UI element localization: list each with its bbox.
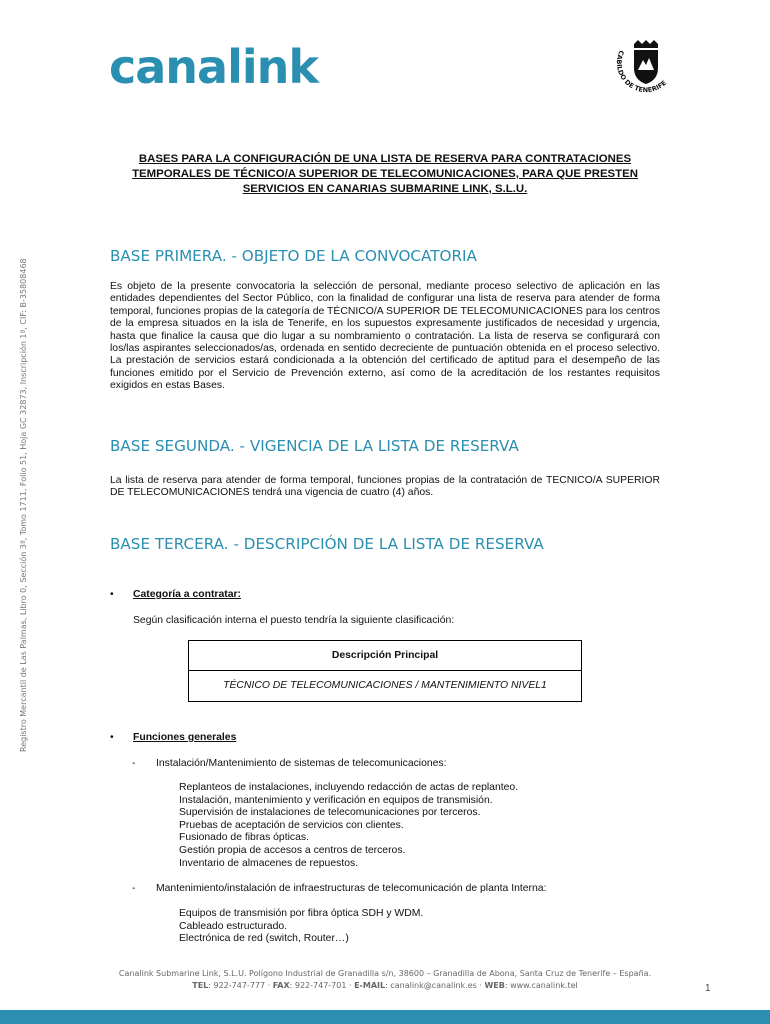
list-item: Inventario de almacenes de repuestos.: [179, 857, 359, 869]
list-item: Fusionado de fibras ópticas.: [179, 832, 309, 844]
list-item: Gestión propia de accesos a centros de terceros.: [179, 844, 406, 856]
classification-text: Según clasificación interna el puesto tendría la siguiente clasificación:: [133, 615, 455, 626]
list-item: Electrónica de red (switch, Router…): [179, 933, 349, 945]
bullet-icon: •: [110, 732, 114, 743]
list-item: Pruebas de aceptación de servicios con clientes.: [179, 819, 404, 831]
footer-web[interactable]: : www.canalink.tel: [504, 981, 578, 990]
footer-tel: : 922-747-777 ·: [208, 981, 273, 990]
emblem-text: CABILDO DE TENERIFE: [614, 49, 669, 95]
category-label: Categoría a contratar:: [133, 589, 241, 600]
footer-email[interactable]: : canalink@canalink.es ·: [385, 981, 485, 990]
footer: [0, 968, 770, 992]
footer-fax-label: FAX: [272, 981, 290, 990]
section-second-heading: BASE SEGUNDA. - VIGENCIA DE LA LISTA DE RESERVA: [110, 437, 519, 455]
footer-address: Canalink Submarine Link, S.L.U. Polígono Industrial de Granadilla s/n, 38600 – Granadilla de Abona, Santa Cruz de Tenerife – España.: [118, 969, 652, 978]
function-list: [179, 908, 423, 946]
list-item: Equipos de transmisión por fibra óptica SDH y WDM.: [179, 908, 424, 919]
footer-web-label: WEB: [484, 981, 505, 990]
footer-fax: : 922-747-701 ·: [289, 981, 355, 990]
list-item: Supervisión de instalaciones de telecomunicaciones por terceros.: [179, 807, 481, 819]
functions-label: Funciones generales: [133, 732, 237, 743]
section-first-text: Es objeto de la presente convocatoria la selección de personal, mediante proceso selectivo de aplicación en las entidades dependientes del Sector Público, con la finalidad de configurar una lista de reserva para atender de forma temporal, funciones propias de la categoría de TÉCNICO/A SUPERIOR DE TELECOMUNICACIONES para los centros de la empresa situados en la isla de Tenerife, en los supuestos expresamente justificados de necesidad y urgencia, hasta que finalice la causa que dio lugar a su nombramiento o contratación. La lista de reserva se configurará con los/las aspirantes seleccionados/as, ordenada en sentido decreciente de puntuación obtenida en el proceso selectivo. La prestación de servicios estará condicionada a la obtención del certificado de aptitud para el desempeño de las funciones emitido por el Servicio de Prevención externo, así como de la acreditación de los restantes requisitos exigidos en estas Bases.: [110, 281, 660, 392]
section-first-heading: BASE PRIMERA. - OBJETO DE LA CONVOCATORIA: [110, 247, 477, 265]
list-item: Replanteos de instalaciones, incluyendo redacción de actas de replanteo.: [179, 782, 519, 793]
classification-table: [188, 640, 582, 702]
document-title: BASES PARA LA CONFIGURACIÓN DE UNA LISTA DE RESERVA PARA CONTRATACIONES TEMPORALES DE TÉCNICO/A SUPERIOR DE TELECOMUNICACIONES, PARA QUE PRESTEN SERVICIOS EN CANARIAS SUBMARINE LINK, S.L.U.: [132, 153, 638, 195]
footer-tel-label: TEL: [192, 981, 209, 990]
group-title: Mantenimiento/instalación de infraestructuras de telecomunicación de planta Interna:: [156, 883, 547, 894]
dash-bullet: -: [132, 758, 136, 769]
table-cell: TÉCNICO DE TELECOMUNICACIONES / MANTENIMIENTO NIVEL1: [223, 680, 547, 691]
list-item: Cableado estructurado.: [179, 920, 288, 932]
sidebar-registry-text: Registro Mercantil de Las Palmas, Libro 0, Sección 3ª, Tomo 1711, Folio 51, Hoja GC 32873, Inscripción 1ª, CIF: B-35808468: [19, 258, 28, 752]
page-number: 1: [705, 983, 711, 994]
footer-email-label: E-MAIL: [354, 981, 386, 990]
list-item: Instalación, mantenimiento y verificación en equipos de transmisión.: [179, 794, 493, 806]
bullet-icon: •: [110, 589, 114, 600]
section-third-heading: BASE TERCERA. - DESCRIPCIÓN DE LA LISTA DE RESERVA: [110, 535, 544, 553]
cabildo-tenerife-emblem-icon: [612, 40, 678, 100]
section-second-text: La lista de reserva para atender de forma temporal, funciones propias de la contratación de TECNICO/A SUPERIOR DE TELECOMUNICACIONES tendrá una vigencia de cuatro (4) años.: [110, 475, 660, 499]
canalink-logo: canalink: [109, 40, 318, 94]
group-title: Instalación/Mantenimiento de sistemas de telecomunicaciones:: [156, 758, 447, 769]
function-list: [179, 782, 518, 870]
bottom-accent-bar: [0, 1010, 770, 1024]
dash-bullet: -: [132, 883, 136, 894]
table-header: Descripción Principal: [189, 641, 581, 671]
footer-contact: [192, 981, 578, 990]
